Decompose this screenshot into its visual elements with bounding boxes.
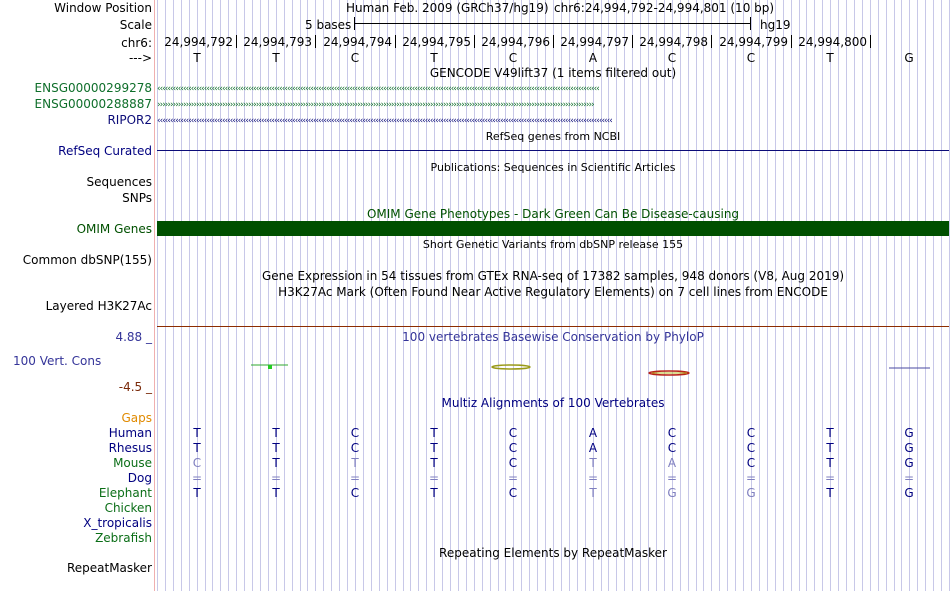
alignment-base: T: [193, 426, 201, 440]
alignment-base: G: [904, 426, 914, 440]
omim-genes-label[interactable]: OMIM Genes: [76, 222, 152, 236]
alignment-base: C: [746, 441, 756, 455]
ruler-coordinate: 24,994,800: [798, 35, 867, 49]
reference-base: C: [508, 51, 518, 65]
position-text: chr6:24,994,792-24,994,801 (10 bp): [554, 1, 775, 15]
reference-base: T: [272, 51, 280, 65]
snps-label[interactable]: SNPs: [122, 191, 152, 205]
h3k27ac-track-title: H3K27Ac Mark (Often Found Near Active Regulatory Elements) on 7 cell lines from ENCODE: [278, 285, 828, 299]
alignment-base: T: [193, 486, 201, 500]
species-label-rhesus[interactable]: Rhesus: [108, 441, 152, 455]
dbsnp-track-title: Short Genetic Variants from dbSNP release 155: [422, 238, 684, 251]
refseq-gene-line[interactable]: [157, 150, 949, 151]
alignment-base: =: [428, 471, 440, 485]
alignment-base: =: [587, 471, 599, 485]
alignment-base: A: [588, 441, 598, 455]
alignment-base: T: [272, 426, 280, 440]
gene-label-ensg00000288887[interactable]: ENSG00000288887: [34, 97, 152, 111]
alignment-base: C: [667, 426, 677, 440]
refseq-track-title: RefSeq genes from NCBI: [485, 130, 621, 143]
species-label-x_tropicalis[interactable]: X_tropicalis: [83, 516, 152, 530]
alignment-base: T: [430, 486, 438, 500]
repeatmasker-label[interactable]: RepeatMasker: [66, 561, 152, 575]
species-label-zebrafish[interactable]: Zebrafish: [95, 531, 152, 545]
ruler-coordinate: 24,994,793: [243, 35, 312, 49]
alignment-base: G: [746, 486, 756, 500]
reference-base: T: [193, 51, 201, 65]
reference-base: C: [350, 51, 360, 65]
refseq-curated-label[interactable]: RefSeq Curated: [58, 144, 152, 158]
reference-base: A: [588, 51, 598, 65]
species-label-elephant[interactable]: Elephant: [98, 486, 152, 500]
alignment-base: T: [193, 441, 201, 455]
alignment-base: T: [826, 426, 834, 440]
ruler-tick: [870, 35, 871, 48]
alignment-base: C: [350, 426, 360, 440]
reference-base: C: [667, 51, 677, 65]
alignment-base: =: [270, 471, 282, 485]
phylop-min-value: -4.5 _: [118, 380, 152, 394]
alignment-base: C: [192, 456, 202, 470]
ruler-coordinate: 24,994,795: [402, 35, 471, 49]
reference-base: T: [430, 51, 438, 65]
vert-cons-label[interactable]: 100 Vert. Cons: [13, 354, 102, 368]
omim-track-title: OMIM Gene Phenotypes - Dark Green Can Be Disease-causing: [366, 207, 740, 221]
alignment-base: A: [667, 456, 677, 470]
alignment-base: T: [826, 456, 834, 470]
alignment-base: T: [589, 456, 597, 470]
reference-base: T: [826, 51, 834, 65]
alignment-base: =: [745, 471, 757, 485]
phylop-bar-2: [492, 365, 530, 369]
gene-strand-ensg00000288887[interactable]: ››››››››››››››››››››››››››››››››››››››››››››››››››››››››››››››››››››››››››››››››››››››››››››››››››››››››››››››››››››››››››››››››››››››››››››››››››››››››››››››››››››››››: [157, 100, 594, 110]
gtex-track-title: Gene Expression in 54 tissues from GTEx RNA-seq of 17382 samples, 948 donors (V8, Aug 2019): [261, 269, 845, 283]
alignment-base: C: [350, 441, 360, 455]
alignment-base: C: [350, 486, 360, 500]
ruler-coordinate: 24,994,797: [560, 35, 629, 49]
alignment-base: T: [272, 486, 280, 500]
scale-bar-right-tick: [750, 17, 751, 30]
scale-db: hg19: [760, 18, 791, 32]
alignment-base: =: [666, 471, 678, 485]
assembly-text: Human Feb. 2009 (GRCh37/hg19): [346, 1, 549, 15]
alignment-base: =: [349, 471, 361, 485]
alignment-base: =: [903, 471, 915, 485]
ruler-coordinate: 24,994,792: [164, 35, 233, 49]
sequences-label[interactable]: Sequences: [86, 175, 152, 189]
species-label-mouse[interactable]: Mouse: [113, 456, 152, 470]
strand-label: --->: [128, 51, 152, 65]
multiz-track-title: Multiz Alignments of 100 Vertebrates: [441, 396, 665, 410]
alignment-base: =: [824, 471, 836, 485]
gene-label-ripor2[interactable]: RIPOR2: [107, 113, 152, 127]
alignment-base: C: [508, 426, 518, 440]
alignment-base: G: [904, 456, 914, 470]
scale-text: 5 bases: [305, 18, 352, 32]
species-label-human[interactable]: Human: [108, 426, 152, 440]
alignment-base: C: [746, 426, 756, 440]
common-dbsnp-label[interactable]: Common dbSNP(155): [22, 253, 152, 267]
alignment-base: T: [272, 456, 280, 470]
phylop-wiggle: [157, 355, 949, 380]
alignment-base: A: [588, 426, 598, 440]
alignment-base: G: [904, 441, 914, 455]
phylop-track-title: 100 vertebrates Basewise Conservation by PhyloP: [402, 330, 704, 344]
alignment-base: T: [272, 441, 280, 455]
species-label-dog[interactable]: Dog: [127, 471, 152, 485]
h3k27ac-signal-line: [157, 326, 949, 327]
alignment-base: C: [667, 441, 677, 455]
alignment-base: C: [508, 486, 518, 500]
alignment-base: =: [507, 471, 519, 485]
phylop-bar-1-mark: [268, 365, 272, 369]
reference-base: C: [746, 51, 756, 65]
layered-h3k27ac-label[interactable]: Layered H3K27Ac: [45, 299, 152, 313]
alignment-base: T: [351, 456, 359, 470]
alignment-base: C: [746, 456, 756, 470]
window-position-label: Window Position: [54, 1, 152, 15]
ruler-coordinate: 24,994,798: [639, 35, 708, 49]
alignment-base: T: [826, 486, 834, 500]
gencode-track-title: GENCODE V49lift37 (1 items filtered out): [429, 66, 677, 80]
scale-label: Scale: [119, 18, 152, 32]
alignment-base: G: [667, 486, 677, 500]
alignment-base: C: [508, 456, 518, 470]
omim-gene-bar[interactable]: [157, 221, 949, 236]
gene-strand-ripor2[interactable]: ‹‹‹‹‹‹‹‹‹‹‹‹‹‹‹‹‹‹‹‹‹‹‹‹‹‹‹‹‹‹‹‹‹‹‹‹‹‹‹‹‹‹‹‹‹‹‹‹‹‹‹‹‹‹‹‹‹‹‹‹‹‹‹‹‹‹‹‹‹‹‹‹‹‹‹‹‹‹‹‹‹‹‹‹‹‹‹‹‹‹‹‹‹‹‹‹‹‹‹‹‹‹‹‹‹‹‹‹‹‹‹‹‹‹‹‹‹‹‹‹‹‹‹‹‹‹‹‹‹‹‹‹‹‹‹‹‹‹‹‹‹‹‹‹‹‹‹‹‹‹‹‹‹‹‹‹‹‹‹‹‹‹‹‹‹‹‹‹‹‹‹‹‹‹‹: [157, 116, 612, 126]
repeatmasker-track-title: Repeating Elements by RepeatMasker: [439, 546, 667, 560]
alignment-base: =: [191, 471, 203, 485]
gene-label-ensg00000299278[interactable]: ENSG00000299278: [34, 81, 152, 95]
gaps-label[interactable]: Gaps: [121, 411, 152, 425]
alignment-base: C: [508, 441, 518, 455]
chrom-label: chr6:: [121, 36, 152, 50]
phylop-max-value: 4.88 _: [115, 330, 152, 344]
alignment-base: T: [430, 456, 438, 470]
alignment-base: T: [826, 441, 834, 455]
alignment-base: G: [904, 486, 914, 500]
scale-bar: [354, 23, 751, 24]
species-label-chicken[interactable]: Chicken: [104, 501, 152, 515]
label-separator: [154, 0, 155, 591]
alignment-base: T: [430, 441, 438, 455]
ruler-coordinate: 24,994,794: [323, 35, 392, 49]
alignment-base: T: [430, 426, 438, 440]
alignment-base: T: [589, 486, 597, 500]
reference-base: G: [904, 51, 914, 65]
ruler-coordinate: 24,994,799: [719, 35, 788, 49]
gene-strand-ensg00000299278[interactable]: ‹‹‹‹‹‹‹‹‹‹‹‹‹‹‹‹‹‹‹‹‹‹‹‹‹‹‹‹‹‹‹‹‹‹‹‹‹‹‹‹‹‹‹‹‹‹‹‹‹‹‹‹‹‹‹‹‹‹‹‹‹‹‹‹‹‹‹‹‹‹‹‹‹‹‹‹‹‹‹‹‹‹‹‹‹‹‹‹‹‹‹‹‹‹‹‹‹‹‹‹‹‹‹‹‹‹‹‹‹‹‹‹‹‹‹‹‹‹‹‹‹‹‹‹‹‹‹‹‹‹‹‹‹‹‹‹‹‹‹‹‹‹‹‹‹‹‹‹‹‹‹‹‹‹‹‹‹‹‹‹‹‹‹‹‹‹‹‹‹‹: [157, 84, 599, 94]
ruler-coordinate: 24,994,796: [481, 35, 550, 49]
publications-track-title: Publications: Sequences in Scientific Articles: [430, 161, 676, 174]
